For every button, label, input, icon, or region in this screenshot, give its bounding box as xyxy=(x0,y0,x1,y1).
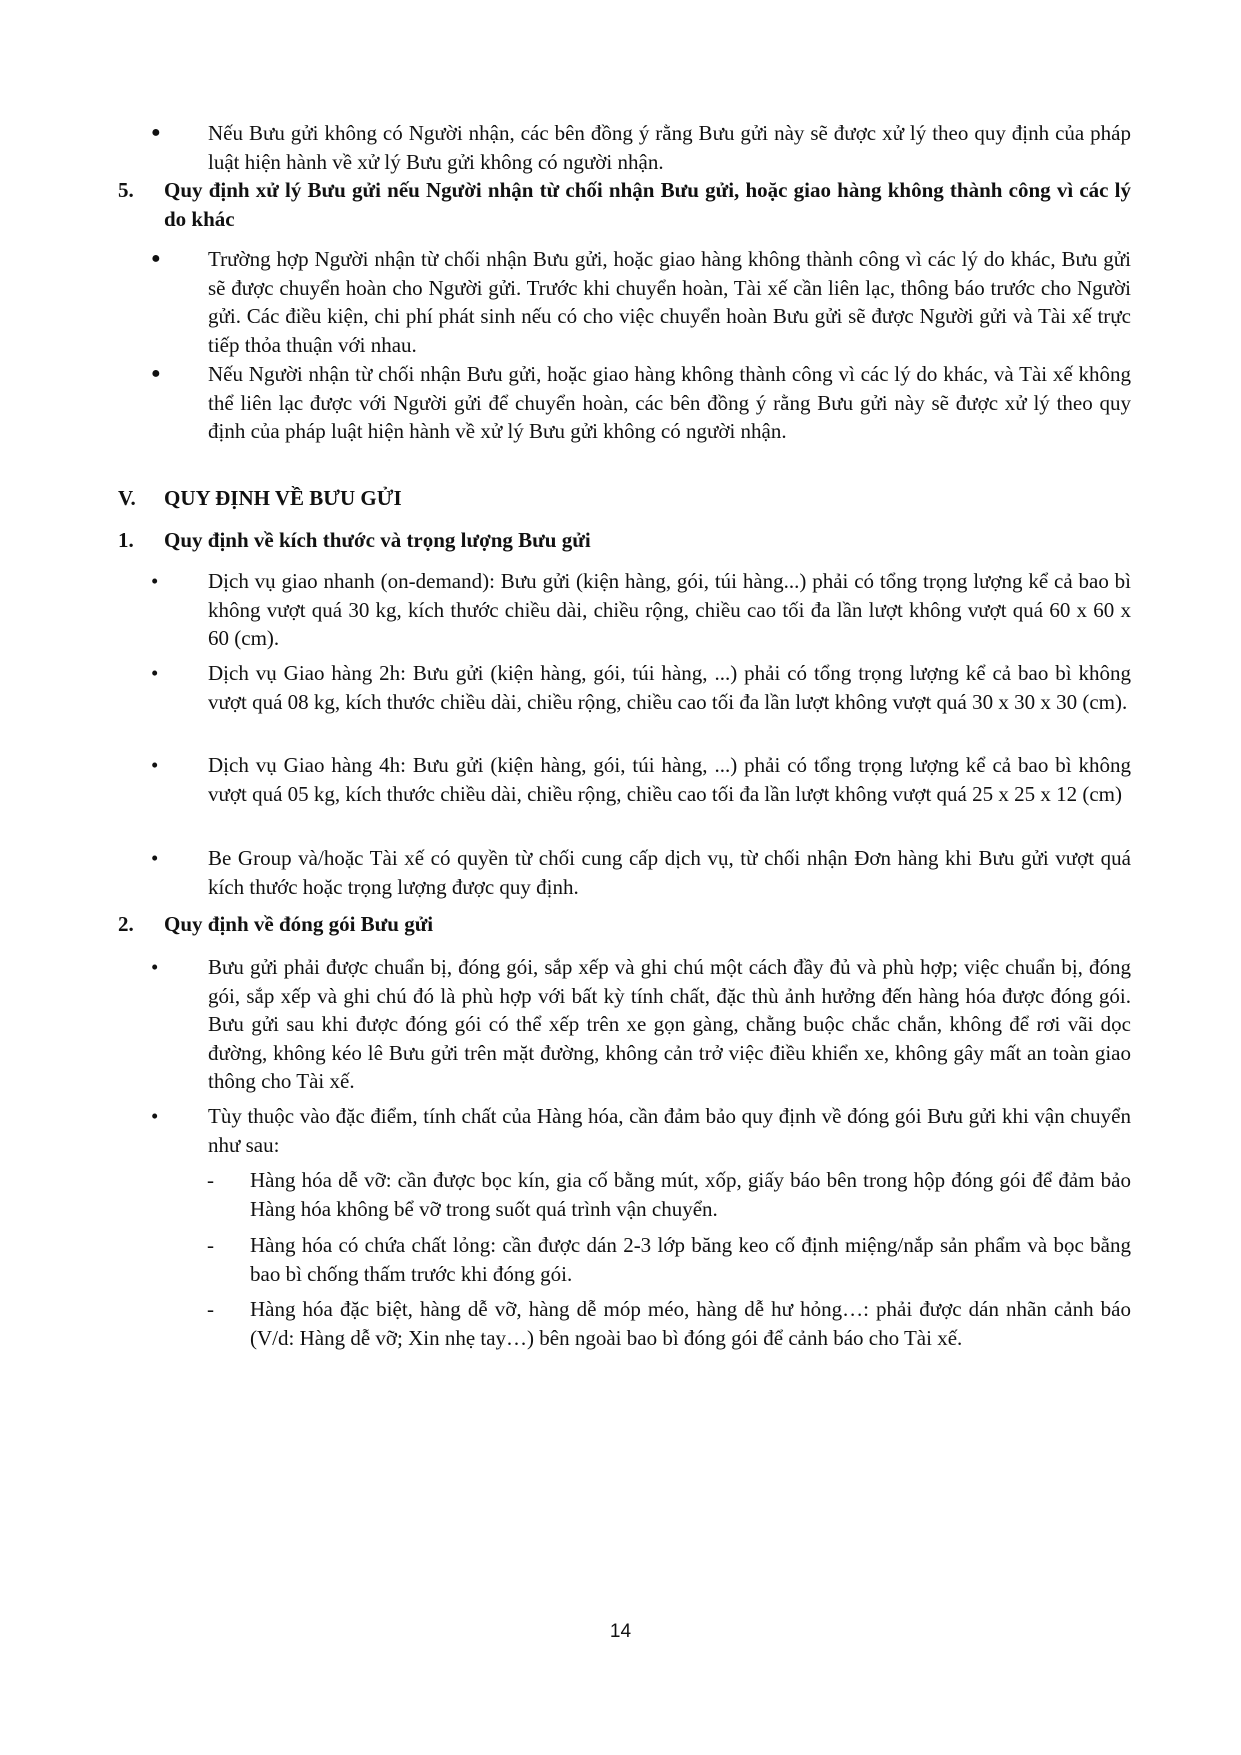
bullet-text: Nếu Bưu gửi không có Người nhận, các bên đồng ý rằng Bưu gửi này sẽ được xử lý theo quy định của pháp luật hiện hành về xử lý Bưu gửi không có người nhận. xyxy=(208,121,1131,174)
bullet-text: Bưu gửi phải được chuẩn bị, đóng gói, sắp xếp và ghi chú một cách đầy đủ và phù hợp; việc chuẩn bị, đóng gói, sắp xếp và ghi chú đó là phù hợp với bất kỳ tính chất, đặc thù ảnh hưởng đến hàng hóa được đóng gói. Bưu gửi sau khi được đóng gói có thể xếp trên xe gọn gàng, chằng buộc chắc chắn, không để rơi vãi dọc đường, không kéo lê Bưu gửi trên mặt đường, không cản trở việc điều khiển xe, không gây mất an toàn giao thông cho Tài xế. xyxy=(208,955,1131,1093)
bullet-text: Tùy thuộc vào đặc điểm, tính chất của Hàng hóa, cần đảm bảo quy định về đóng gói Bưu gửi khi vận chuyển như sau: xyxy=(208,1104,1131,1157)
bullet-mark: • xyxy=(151,955,159,979)
bullet-mark: • xyxy=(151,569,159,593)
heading-number: 5. xyxy=(118,178,134,202)
dash-mark: - xyxy=(207,1233,214,1257)
dash-mark: - xyxy=(207,1297,214,1321)
bullet-mark: ● xyxy=(151,250,161,267)
dash-mark: - xyxy=(207,1168,214,1192)
bullet-mark: ● xyxy=(151,124,161,141)
bullet-mark: • xyxy=(151,1104,159,1128)
bullet-mark: ● xyxy=(151,365,161,382)
bullet-text: Dịch vụ Giao hàng 4h: Bưu gửi (kiện hàng, gói, túi hàng, ...) phải có tổng trọng lượng kể cả bao bì không vượt quá 05 kg, kích thước chiều dài, chiều rộng, chiều cao tối đa lần lượt không vượt quá 25 x 25 x 12 (cm) xyxy=(208,753,1131,806)
heading-text: Quy định về kích thước và trọng lượng Bưu gửi xyxy=(164,528,591,552)
bullet-mark: • xyxy=(151,753,159,777)
bullet-text: Trường hợp Người nhận từ chối nhận Bưu gửi, hoặc giao hàng không thành công vì các lý do khác, Bưu gửi sẽ được chuyển hoàn cho Người gửi. Trước khi chuyển hoàn, Tài xế cần liên lạc, thông báo trước cho Người gửi. Các điều kiện, chi phí phát sinh nếu có cho việc chuyển hoàn Bưu gửi sẽ được Người gửi và Tài xế trực tiếp thỏa thuận với nhau. xyxy=(208,247,1131,357)
page-number: 14 xyxy=(609,1621,632,1642)
bullet-text: Dịch vụ Giao hàng 2h: Bưu gửi (kiện hàng, gói, túi hàng, ...) phải có tổng trọng lượng kể cả bao bì không vượt quá 08 kg, kích thước chiều dài, chiều rộng, chiều cao tối đa lần lượt không vượt quá 30 x 30 x 30 (cm). xyxy=(208,661,1131,714)
heading-number: V. xyxy=(118,486,136,510)
dash-text: Hàng hóa đặc biệt, hàng dễ vỡ, hàng dễ móp méo, hàng dễ hư hỏng…: phải được dán nhãn cảnh báo (V/d: Hàng dễ vỡ; Xin nhẹ tay…) bên ngoài bao bì đóng gói để cảnh báo cho Tài xế. xyxy=(250,1297,1131,1350)
bullet-text: Dịch vụ giao nhanh (on-demand): Bưu gửi (kiện hàng, gói, túi hàng...) phải có tổng trọng lượng kể cả bao bì không vượt quá 30 kg, kích thước chiều dài, chiều rộng, chiều cao tối đa lần lượt không vượt quá 60 x 60 x 60 (cm). xyxy=(208,569,1131,650)
heading-number: 1. xyxy=(118,528,134,552)
dash-text: Hàng hóa có chứa chất lỏng: cần được dán 2-3 lớp băng keo cố định miệng/nắp sản phẩm và bọc bằng bao bì chống thấm trước khi đóng gói. xyxy=(250,1233,1131,1286)
bullet-text: Be Group và/hoặc Tài xế có quyền từ chối cung cấp dịch vụ, từ chối nhận Đơn hàng khi Bưu gửi vượt quá kích thước hoặc trọng lượng được quy định. xyxy=(208,846,1131,899)
heading-text: Quy định xử lý Bưu gửi nếu Người nhận từ chối nhận Bưu gửi, hoặc giao hàng không thành công vì các lý do khác xyxy=(164,178,1131,231)
bullet-mark: • xyxy=(151,846,159,870)
heading-text: QUY ĐỊNH VỀ BƯU GỬI xyxy=(164,486,402,510)
dash-text: Hàng hóa dễ vỡ: cần được bọc kín, gia cố bằng mút, xốp, giấy báo bên trong hộp đóng gói để đảm bảo Hàng hóa không bể vỡ trong suốt quá trình vận chuyển. xyxy=(250,1168,1131,1221)
bullet-text: Nếu Người nhận từ chối nhận Bưu gửi, hoặc giao hàng không thành công vì các lý do khác, và Tài xế không thể liên lạc được với Người gửi để chuyển hoàn, các bên đồng ý rằng Bưu gửi này sẽ được xử lý theo quy định của pháp luật hiện hành về xử lý Bưu gửi không có người nhận. xyxy=(208,362,1131,443)
heading-text: Quy định về đóng gói Bưu gửi xyxy=(164,912,434,936)
bullet-mark: • xyxy=(151,661,159,685)
heading-number: 2. xyxy=(118,912,134,936)
